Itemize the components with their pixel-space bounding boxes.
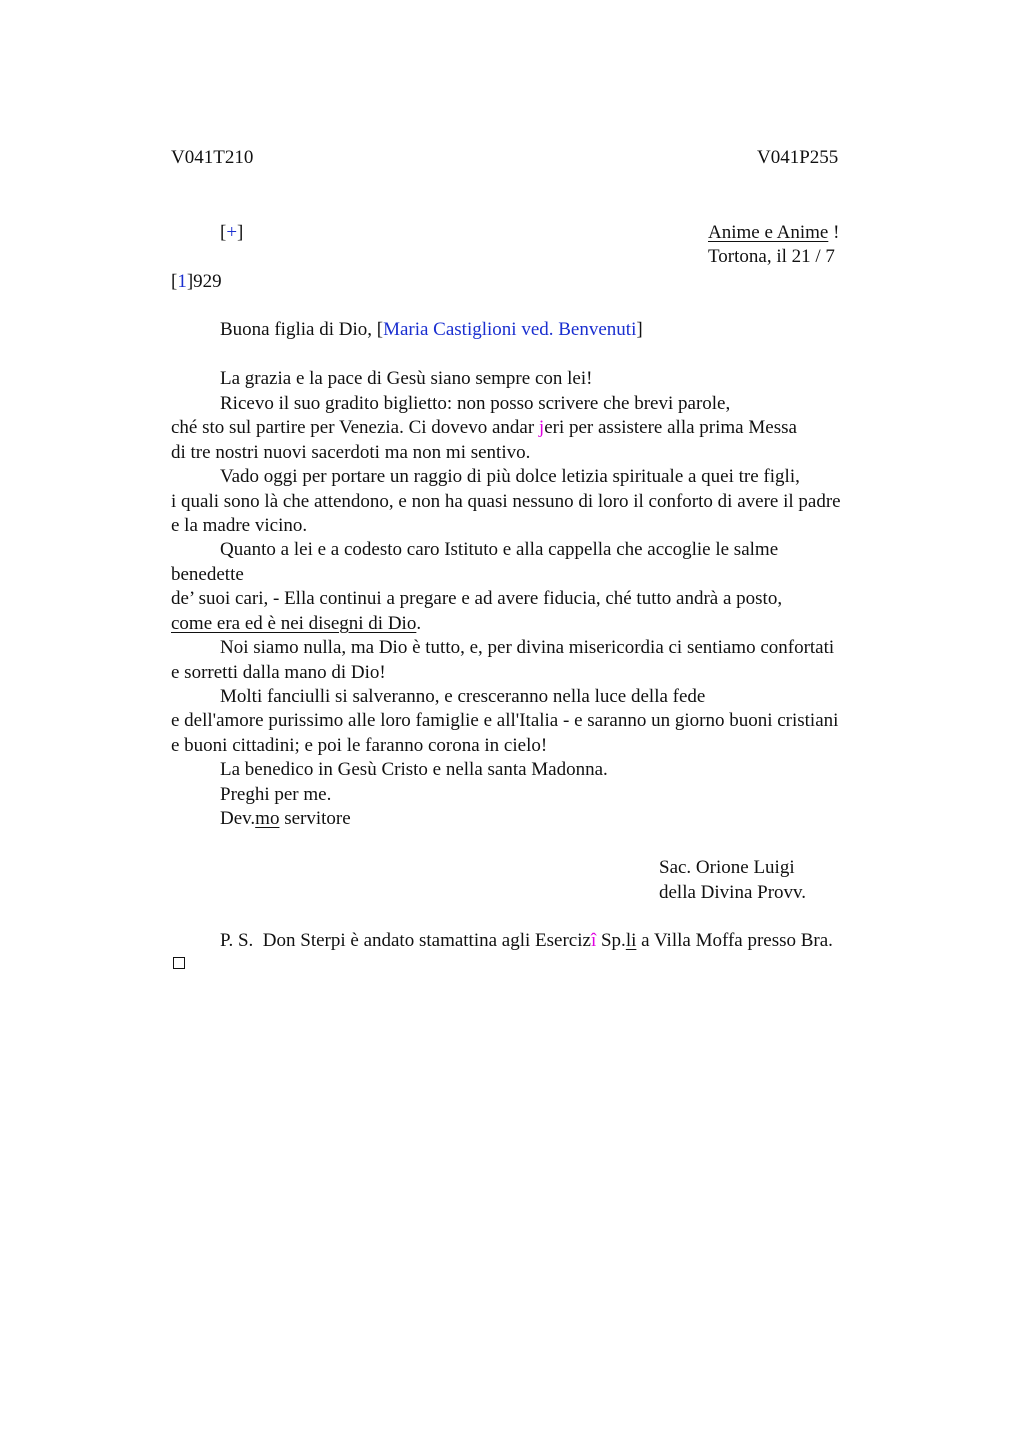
body-line: Quanto a lei e a codesto caro Istituto e alla cappella che accoglie le salme (220, 539, 779, 560)
motto: Anime e Anime ! (708, 222, 840, 243)
body-line: e sorretti dalla mano di Dio! (171, 662, 386, 683)
cross-mark: [+] (220, 222, 244, 243)
variant-letter: j (538, 417, 545, 438)
year: [1]929 (171, 271, 222, 292)
body-line: come era ed è nei disegni di Dio. (171, 613, 422, 634)
body-line: e buoni cittadini; e poi le faranno corona in cielo! (171, 735, 548, 756)
signature-congregation: della Divina Provv. (659, 882, 807, 903)
recipient-name: Maria Castiglioni ved. Benvenuti (383, 319, 637, 340)
body-line: benedette (171, 564, 244, 585)
body-line: Molti fanciulli si salveranno, e cresceranno nella luce della fede (220, 686, 706, 707)
body-line: Preghi per me. (220, 784, 332, 805)
body-line: Noi siamo nulla, ma Dio è tutto, e, per divina misericordia ci sentiamo confortati (220, 637, 835, 658)
postscript: P. S. Don Sterpi è andato stamattina agli Esercizî Sp.li a Villa Moffa presso Bra. (220, 930, 833, 951)
signature-name: Sac. Orione Luigi (659, 857, 795, 878)
body-line: i quali sono là che attendono, e non ha quasi nessuno di loro il conforto di avere il padre (171, 491, 841, 512)
body-line: Vado oggi per portare un raggio di più dolce letizia spirituale a quei tre figli, (220, 466, 800, 487)
body-line: de’ suoi cari, - Ella continui a pregare e ad avere fiducia, ché tutto andrà a posto, (171, 588, 783, 609)
body-line: ché sto sul partire per Venezia. Ci dovevo andar jeri per assistere alla prima Messa (171, 417, 797, 438)
year-editorial-digit: 1 (177, 271, 187, 292)
archive-code-left: V041T210 (171, 147, 254, 168)
closing-line: Dev.mo servitore (220, 808, 351, 829)
end-marker-box (173, 957, 185, 969)
variant-letter: î (590, 930, 597, 951)
body-line: e la madre vicino. (171, 515, 308, 536)
body-line: e dell'amore purissimo alle loro famiglie e all'Italia - e saranno un giorno buoni cristiani (171, 710, 839, 731)
cross-symbol: + (226, 222, 238, 243)
body-line: Ricevo il suo gradito biglietto: non posso scrivere che brevi parole, (220, 393, 731, 414)
underlined-phrase: come era ed è nei disegni di Dio (171, 613, 417, 634)
archive-code-right: V041P255 (757, 147, 839, 168)
body-line: La benedico in Gesù Cristo e nella santa Madonna. (220, 759, 608, 780)
body-line: La grazia e la pace di Gesù siano sempre con lei! (220, 368, 593, 389)
salutation: Buona figlia di Dio, [Maria Castiglioni ved. Benvenuti] (220, 319, 643, 340)
motto-text: Anime e Anime (708, 222, 829, 243)
body-line: di tre nostri nuovi sacerdoti ma non mi sentivo. (171, 442, 531, 463)
place-date: Tortona, il 21 / 7 (708, 246, 835, 267)
